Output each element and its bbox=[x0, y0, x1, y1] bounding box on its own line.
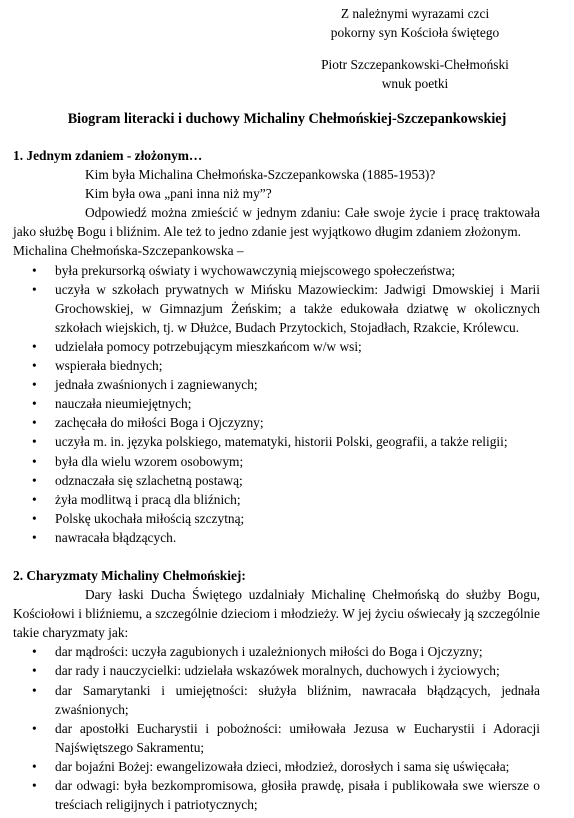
section-2-list bbox=[13, 642, 540, 814]
list-item: • żyła modlitwą i pracą dla bliźnich; bbox=[13, 490, 540, 509]
list-item: • dar rady i nauczycielki: udzielała wskazówek moralnych, duchowych i życiowych; bbox=[13, 661, 540, 680]
section-2-heading: 2. Charyzmaty Michaliny Chełmońskiej: bbox=[13, 567, 246, 583]
list-item: • dar apostołki Eucharystii i pobożności: umiłowała Jezusa w Eucharystii i Adoracji Najświętszego Sakramentu; bbox=[13, 719, 540, 757]
list-item: • jednała zwaśnionych i zagniewanych; bbox=[13, 375, 540, 394]
list-item: • Polskę ukochała miłością szczytną; bbox=[13, 509, 540, 528]
list-item: • dar odwagi: była bezkompromisowa, głosiła prawdę, pisała i publikowała swe wiersze o treściach religijnych i patriotycznych; bbox=[13, 776, 540, 814]
list-item: • była prekursorką oświaty i wychowawczynią miejscowego społeczeństwa; bbox=[13, 261, 540, 280]
section-1-heading: 1. Jednym zdaniem - złożonym… bbox=[13, 148, 203, 163]
question-1: Kim była Michalina Chełmońska-Szczepankowska (1885-1953)? bbox=[85, 167, 436, 183]
list-item: • dar mądrości: uczyła zagubionych i uzależnionych miłości do Boga i Ojczyzny; bbox=[13, 642, 540, 661]
question-2: Kim była owa „pani inna niż my”? bbox=[85, 186, 272, 202]
list-item: • wspierała biednych; bbox=[13, 356, 540, 375]
dedication-role: wnuk poetki bbox=[381, 76, 449, 92]
list-item: • była dla wielu wzorem osobowym; bbox=[13, 452, 540, 471]
section-1-paragraph: Odpowiedź można zmieścić w jednym zdaniu: Całe swoje życie i pracę traktowała jako służbę Bogu i bliźnim. Ale też to jedno zdanie jest wyjątkowo długim zdaniem złożonym. bbox=[13, 205, 540, 240]
section-1-lead: Michalina Chełmońska-Szczepankowska – bbox=[13, 243, 244, 259]
dedication-line-1: Z należnymi wyrazami czci bbox=[340, 6, 490, 21]
list-item: • nauczała nieumiejętnych; bbox=[13, 394, 540, 413]
list-item: • udzielała pomocy potrzebującym mieszkańcom w/w wsi; bbox=[13, 337, 540, 356]
list-item: • dar bojaźni Bożej: ewangelizowała dzieci, młodzież, dorosłych i sama się uświęcała; bbox=[13, 757, 540, 776]
list-item: • dar Samarytanki i umiejętności: służyła bliźnim, nawracała błądzących, jednała zwaśnionych; bbox=[13, 681, 540, 719]
dedication bbox=[300, 4, 530, 93]
list-item: • nawracała błądzących. bbox=[13, 528, 540, 547]
section-2-paragraph: Dary łaski Ducha Świętego uzdalniały Michalinę Chełmońską do służby Bogu, Kościołowi i bliźniemu, a szczególnie dzieciom i młodzieży. W jej życiu oświecały ją szczególnie takie charyzmaty jak: bbox=[13, 587, 540, 641]
list-item: • odznaczała się szlachetną postawą; bbox=[13, 471, 540, 490]
section-1-list bbox=[13, 261, 540, 547]
list-item: • zachęcała do miłości Boga i Ojczyzny; bbox=[13, 413, 540, 432]
list-item: • uczyła w szkołach prywatnych w Mińsku Mazowieckim: Jadwigi Dmowskiej i Marii Grochowskiej, w Gimnazjum Żeńskim; a także edukowała dziatwę w okolicznych szkołach wiejskich, tj. w Dłużce, Budach Przytockich, Stojadłach, Rzakcie, Królewcu. bbox=[13, 280, 540, 337]
document-body bbox=[13, 146, 540, 814]
list-item: • uczyła m. in. języka polskiego, matematyki, historii Polski, geografii, a także religii; bbox=[13, 432, 540, 451]
dedication-author: Piotr Szczepankowski-Chełmoński bbox=[321, 57, 509, 73]
dedication-line-2: pokorny syn Kościoła świętego bbox=[330, 25, 500, 41]
document-title: Biogram literacki i duchowy Michaliny Chełmońskiej-Szczepankowskiej bbox=[67, 111, 507, 127]
